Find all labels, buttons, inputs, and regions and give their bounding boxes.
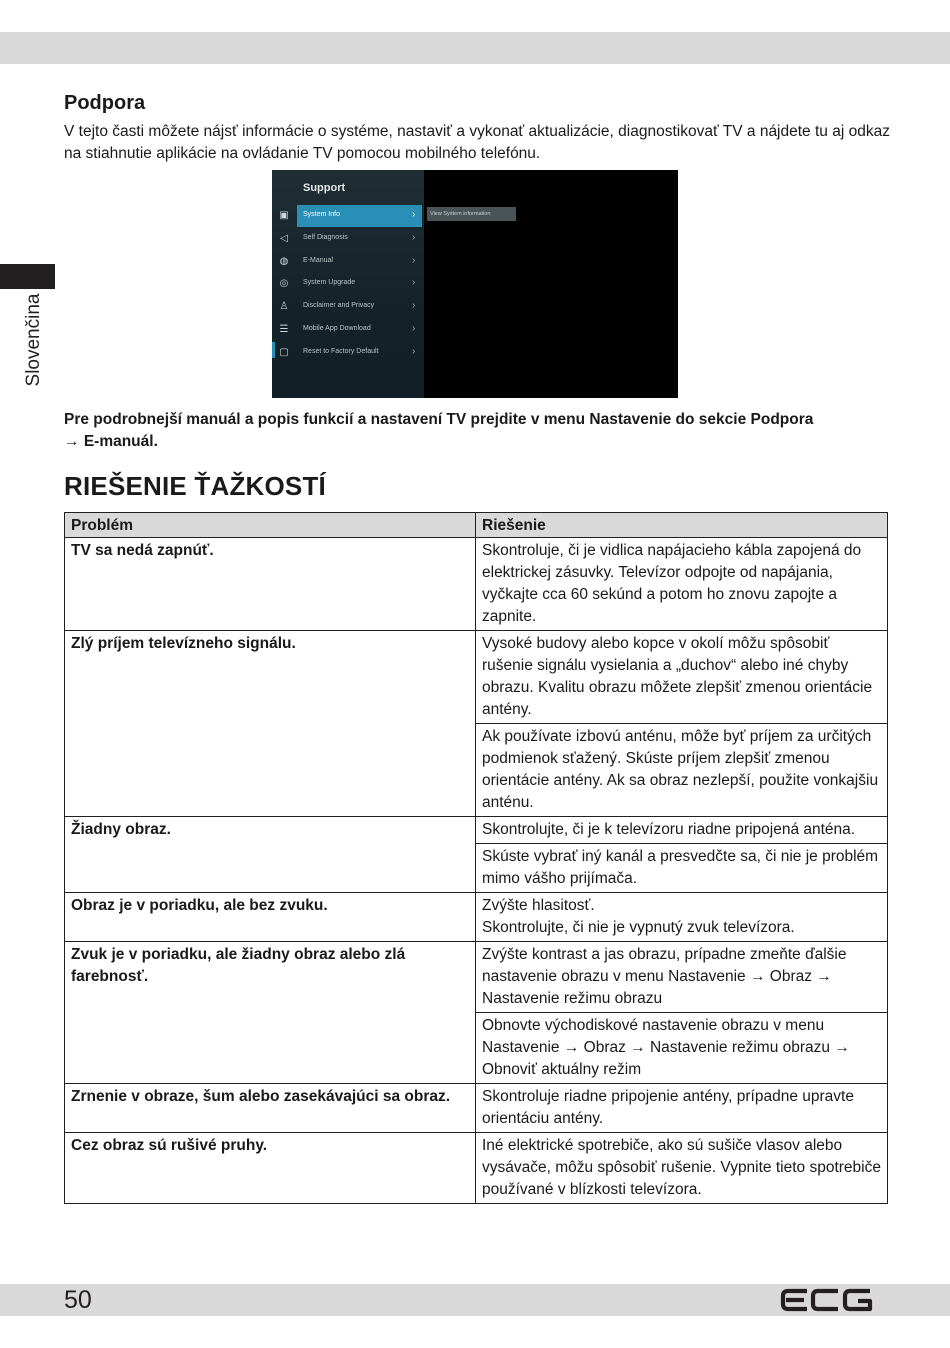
solution-cell: Iné elektrické spotrebiče, ako sú sušiče vlasov alebo vysávače, môžu spôsobiť rušenie. Vypnite tieto spotrebiče používané v blízkosti televízora. xyxy=(476,1133,888,1204)
list-icon: ☰ xyxy=(279,324,289,335)
chevron-right-icon: › xyxy=(412,345,416,357)
tv-menu-item-label: Self Diagnosis xyxy=(303,233,348,241)
solution-cell: Zvýšte kontrast a jas obrazu, prípadne zmeňte ďalšie nastavenie obrazu v menu Nastavenie → Obraz → Nastavenie režimu obrazu xyxy=(476,942,888,1013)
tv-menu-item[interactable] xyxy=(272,205,424,227)
manual-note-target: E-manuál. xyxy=(83,433,158,450)
problem-cell: Zvuk je v poriadku, ale žiadny obraz alebo zlá farebnosť. xyxy=(65,942,476,1084)
problem-cell: Zrnenie v obraze, šum alebo zasekávajúci sa obraz. xyxy=(65,1084,476,1133)
chevron-right-icon: › xyxy=(412,231,416,243)
tv-menu-item-label: Mobile App Download xyxy=(303,325,371,332)
table-row xyxy=(65,631,888,724)
tv-menu-item-label: System Upgrade xyxy=(303,279,356,287)
tv-menu-item-label: Disclaimer and Privacy xyxy=(303,302,375,310)
tv-menu-item[interactable] xyxy=(272,296,424,318)
ecg-logo xyxy=(780,1288,874,1317)
manual-note xyxy=(64,409,894,453)
solution-cell: Skontroluje riadne pripojenie antény, prípadne upravte orientáciu antény. xyxy=(476,1084,888,1133)
picture-icon: ▣ xyxy=(279,210,289,221)
speaker-icon: ◁ xyxy=(280,232,288,244)
chevron-right-icon: › xyxy=(412,209,416,220)
solution-cell: Skontroluje, či je vidlica napájacieho kábla zapojená do elektrickej zásuvky. Televízor odpojte od napájania, vyčkajte cca 60 sekúnd a potom ho znovu zapojte a zapnite. xyxy=(476,538,888,631)
table-row xyxy=(65,1133,888,1204)
troubleshooting-title: RIEŠENIE ŤAŽKOSTÍ xyxy=(64,471,326,501)
solution-cell: Vysoké budovy alebo kopce v okolí môžu spôsobiť rušenie signálu vysielania a „duchov“ alebo iné chyby obrazu. Kvalitu obrazu môžete zlepšiť zmenou orientácie antény. xyxy=(476,631,888,724)
table-row xyxy=(65,538,888,631)
tv-menu-item-label: E-Manual xyxy=(303,256,333,264)
page-number: 50 xyxy=(64,1286,92,1314)
manual-note-text: Pre podrobnejší manuál a popis funkcií a nastavení TV prejdite v menu Nastavenie do sekcie Podpora xyxy=(64,411,814,428)
tv-icon: ▢ xyxy=(279,346,289,358)
tv-menu-item[interactable] xyxy=(272,228,424,250)
chevron-right-icon: › xyxy=(412,277,416,289)
chevron-right-icon: › xyxy=(412,323,416,334)
table-header-row xyxy=(65,513,888,538)
tv-menu-hint: View System information xyxy=(427,207,516,221)
problem-cell: TV sa nedá zapnúť. xyxy=(65,538,476,631)
solution-cell: Ak používate izbovú anténu, môže byť príjem za určitých podmienok sťažený. Skúste príjem zlepšiť zmenou orientácie antény. Ak sa obraz nezlepší, použite vonkajšiu anténu. xyxy=(476,724,888,817)
table-row xyxy=(65,817,888,844)
tv-menu-focus-marker xyxy=(272,342,275,358)
problem-cell: Žiadny obraz. xyxy=(65,817,476,893)
header-band xyxy=(0,32,950,64)
solution-cell: Zvýšte hlasitosť. Skontrolujte, či nie je vypnutý zvuk televízora. xyxy=(476,893,888,942)
intro-paragraph: V tejto časti môžete nájsť informácie o systéme, nastaviť a vykonať aktualizácie, diagnostikovať TV a nájdete tu aj odkaz na stiahnutie aplikácie na ovládanie TV pomocou mobilného telefónu. xyxy=(64,123,890,162)
problem-cell: Cez obraz sú rušivé pruhy. xyxy=(65,1133,476,1204)
tv-menu-panel xyxy=(272,170,424,398)
solution-cell: Obnovte východiskové nastavenie obrazu v menu Nastavenie → Obraz → Nastavenie režimu obrazu → Obnoviť aktuálny režim xyxy=(476,1013,888,1084)
tv-menu-item-label: System Info xyxy=(303,211,340,218)
globe-icon: ◍ xyxy=(279,255,289,267)
column-header-solution: Riešenie xyxy=(476,513,888,538)
tv-menu-screenshot xyxy=(272,170,678,398)
tv-menu-item[interactable] xyxy=(272,251,424,273)
upgrade-icon: ◎ xyxy=(279,278,289,290)
table-row xyxy=(65,942,888,1013)
person-icon: ♙ xyxy=(279,301,289,313)
tv-menu-item[interactable] xyxy=(272,319,424,341)
tv-menu-item[interactable] xyxy=(272,342,424,364)
chevron-right-icon: › xyxy=(412,254,416,266)
problem-cell: Zlý príjem televízneho signálu. xyxy=(65,631,476,817)
table-row xyxy=(65,1084,888,1133)
section-title: Podpora xyxy=(64,92,146,114)
arrow-glyph: → xyxy=(64,433,80,450)
language-label: Slovenčina xyxy=(23,293,44,387)
solution-cell: Skontrolujte, či je k televízoru riadne pripojená anténa. xyxy=(476,817,888,844)
table-row xyxy=(65,893,888,942)
language-tab-marker xyxy=(0,264,55,289)
column-header-problem: Problém xyxy=(65,513,476,538)
problem-cell: Obraz je v poriadku, ale bez zvuku. xyxy=(65,893,476,942)
tv-menu-item-label: Reset to Factory Default xyxy=(303,347,379,355)
tv-menu-title: Support xyxy=(303,182,346,194)
troubleshooting-table xyxy=(64,512,888,1204)
tv-menu-item[interactable] xyxy=(272,273,424,295)
ecg-logo-mark xyxy=(780,1288,874,1312)
chevron-right-icon: › xyxy=(412,300,416,312)
solution-cell: Skúste vybrať iný kanál a presvedčte sa, či nie je problém mimo vášho prijímača. xyxy=(476,844,888,893)
